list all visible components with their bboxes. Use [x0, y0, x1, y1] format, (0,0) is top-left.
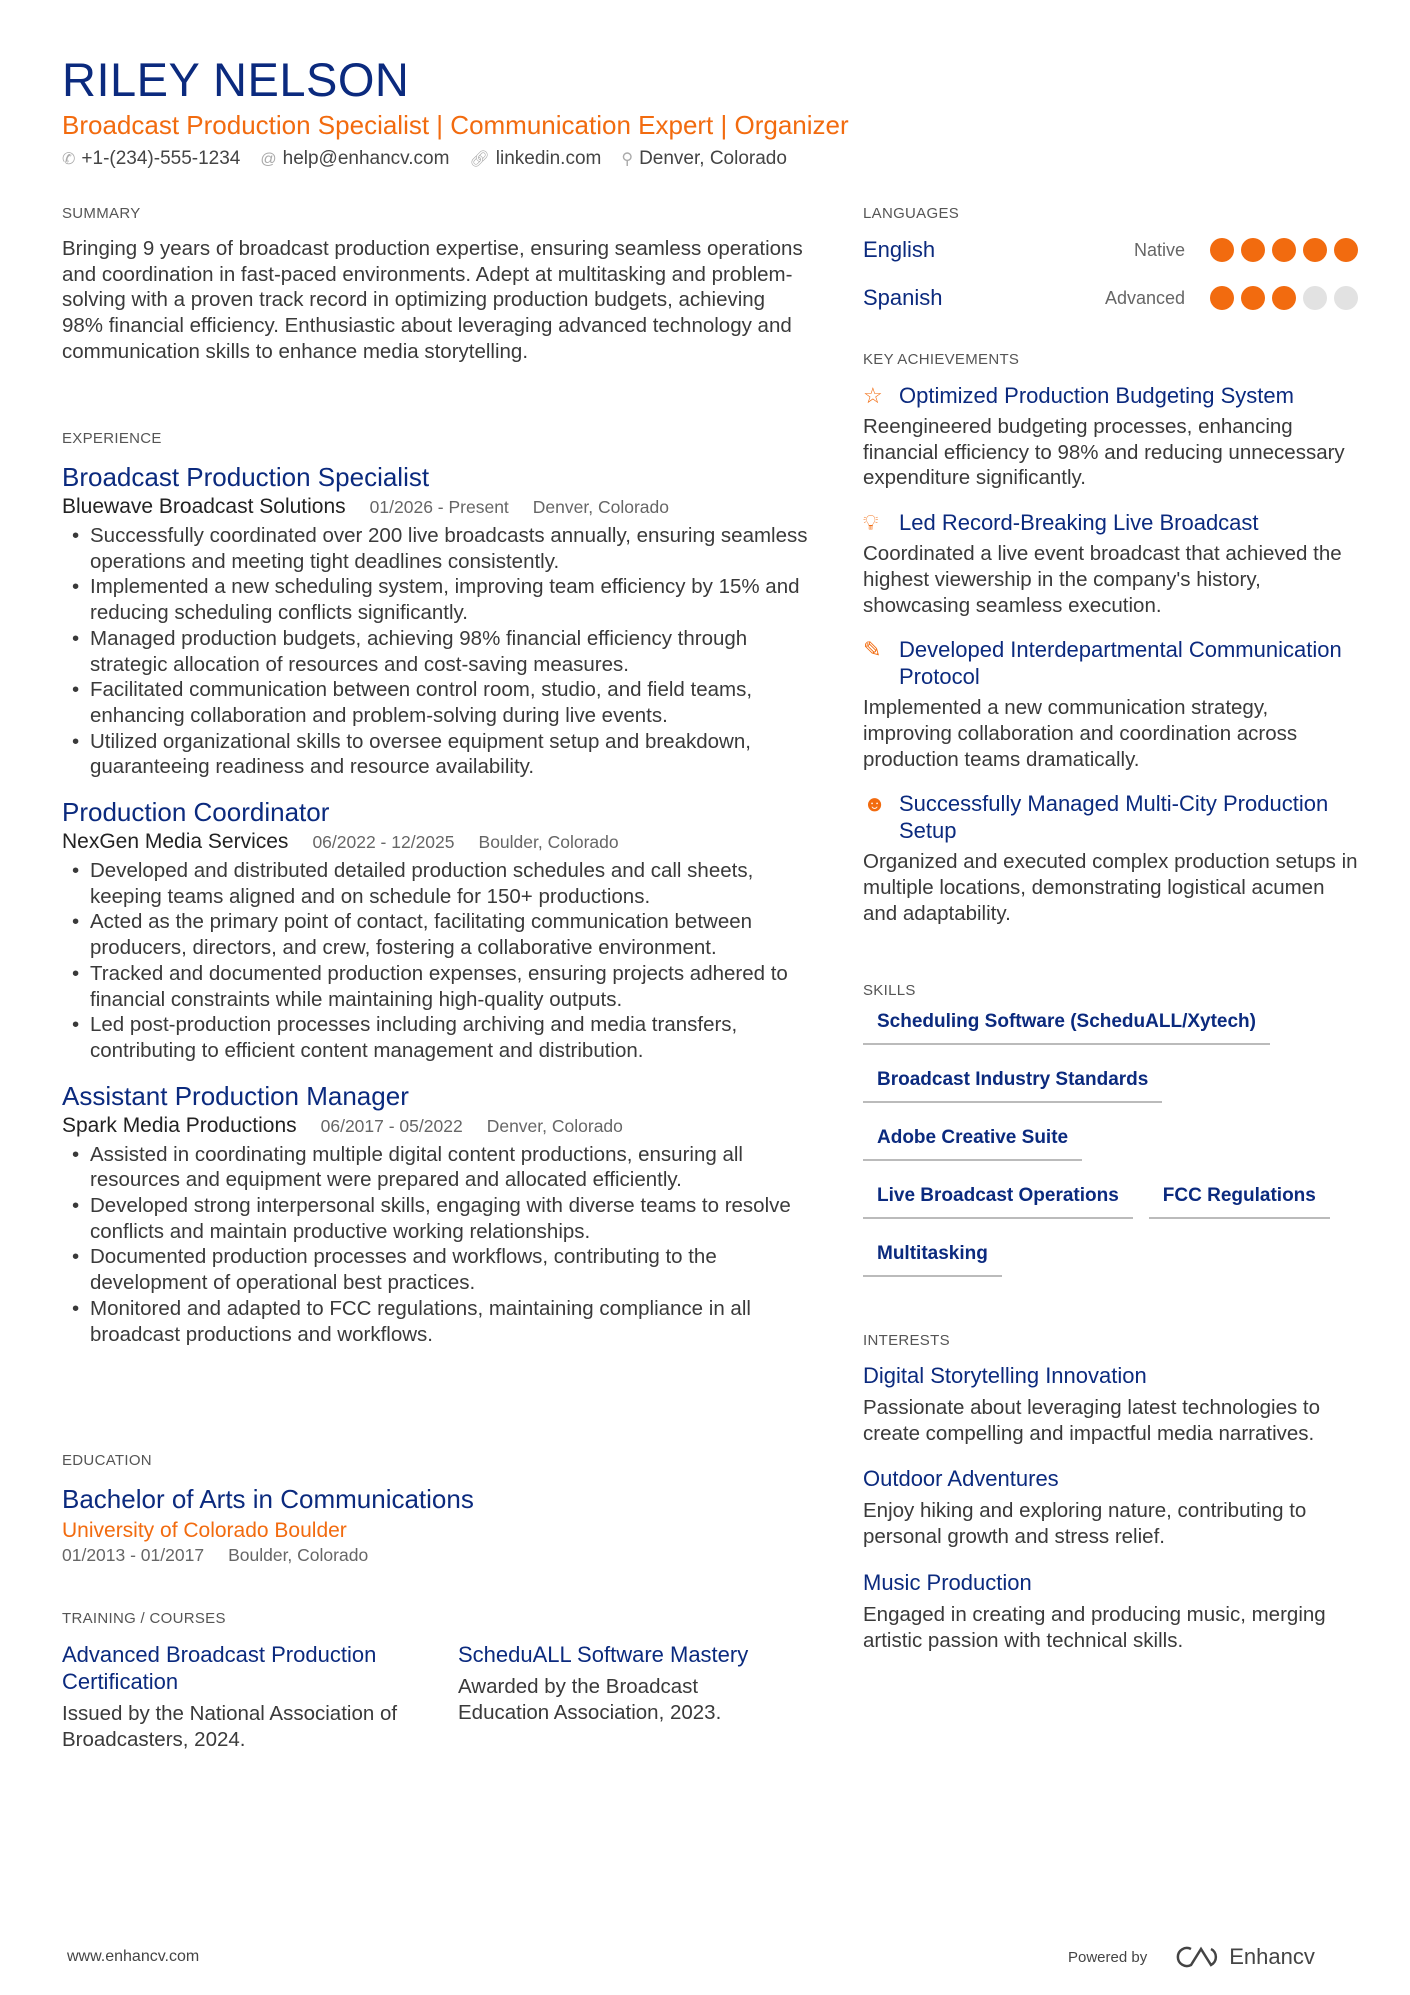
bullet: • Acted as the primary point of contact, facilitating communication between producers, directors, and crew, fostering a collaborative environment. — [62, 909, 810, 960]
rating-dot — [1334, 286, 1358, 310]
job-dates: 01/2026 - Present — [369, 497, 509, 517]
rating-dot — [1210, 238, 1234, 262]
job-bullets — [62, 1142, 810, 1348]
rating-dot — [1210, 286, 1234, 310]
job-dates: 06/2022 - 12/2025 — [312, 832, 455, 853]
language-level: Native — [1133, 239, 1185, 260]
section-label: EDUCATION — [62, 1452, 152, 1469]
bullet: • Implemented a new scheduling system, improving team efficiency by 15% and reducing scheduling conflicts significantly. — [62, 574, 810, 625]
section-label: SUMMARY — [62, 205, 141, 222]
skill-tag: Broadcast Industry Standards — [863, 1063, 1162, 1103]
job-location: Denver, Colorado — [532, 497, 669, 517]
location-icon: ⚲ — [621, 151, 634, 168]
bullet: • Developed and distributed detailed production schedules and call sheets, keeping teams aligned and on schedule for 150+ productions. — [62, 858, 810, 909]
bullet: • Assisted in coordinating multiple digital content productions, ensuring all resources and equipment were prepared and allocated efficiently. — [62, 1142, 810, 1193]
bullet: • Monitored and adapted to FCC regulations, maintaining compliance in all broadcast productions and workflows. — [62, 1296, 810, 1347]
section-label: EXPERIENCE — [62, 430, 162, 447]
training-item — [62, 1641, 412, 1752]
rating-dot — [1334, 238, 1358, 262]
achievement-title: Developed Interdepartmental Communication Protocol — [899, 637, 1342, 690]
achievement — [863, 509, 1358, 618]
section-label: LANGUAGES — [863, 205, 960, 222]
interest — [863, 1466, 1358, 1549]
achievement — [863, 382, 1358, 491]
edu-dates: 01/2013 - 01/2017 — [62, 1545, 205, 1565]
linkedin[interactable]: linkedin.com — [495, 148, 602, 169]
bullet: • Documented production processes and workflows, contributing to the development of operational best practices. — [62, 1244, 810, 1295]
achievement — [863, 790, 1358, 926]
rating-dot — [1303, 286, 1327, 310]
job-dates: 06/2017 - 05/2022 — [320, 1115, 463, 1136]
enhancv-brand: Enhancv — [1229, 1944, 1315, 1969]
rating-dot — [1241, 238, 1265, 262]
job-meta — [62, 1114, 810, 1138]
job-bullets — [62, 523, 810, 780]
achievement-desc: Coordinated a live event broadcast that achieved the highest viewership in the company's history, showcasing seamless execution. — [863, 542, 1342, 617]
star-icon: ☆ — [863, 383, 883, 408]
training-title: ScheduALL Software Mastery — [458, 1642, 749, 1667]
candidate-name: RILEY NELSON — [62, 53, 410, 106]
job-location: Denver, Colorado — [486, 1115, 623, 1136]
bullet: • Managed production budgets, achieving 98% financial efficiency through strategic allocation of resources and cost-saving measures. — [62, 626, 810, 677]
job-entry — [62, 1080, 810, 1348]
education-section — [62, 1452, 810, 1566]
company: Spark Media Productions — [62, 1113, 297, 1137]
head-idea-icon: ☻ — [863, 791, 887, 817]
at-icon: @ — [260, 151, 277, 168]
section-label: KEY ACHIEVEMENTS — [863, 351, 1020, 368]
job-bullets — [62, 858, 810, 1064]
magic-wand-icon: ✎ — [863, 637, 882, 663]
school: University of Colorado Boulder — [62, 1519, 347, 1542]
language-name: Spanish — [863, 285, 943, 310]
skill-tag: Multitasking — [863, 1237, 1002, 1277]
achievement-header — [863, 790, 1358, 844]
job-meta — [62, 495, 810, 519]
bullet: • Tracked and documented production expenses, ensuring projects adhered to financial constraints while maintaining high-quality outputs. — [62, 961, 810, 1012]
training-title: Advanced Broadcast Production Certification — [62, 1642, 377, 1694]
summary-text: Bringing 9 years of broadcast production expertise, ensuring seamless operations and coordination in fast-paced environments. Adept at multitasking and problem-solving with a proven track record in optimizing production budgets, achieving 98% financial efficiency. Enthusiastic about leveraging advanced technology and communication skills to enhance media storytelling. — [62, 237, 803, 363]
footer-url[interactable]: www.enhancv.com — [67, 1948, 200, 1965]
link-icon: 🔗︎ — [469, 151, 490, 168]
skills-section — [863, 982, 1358, 1295]
achievement-header — [863, 509, 1358, 536]
interest-title: Digital Storytelling Innovation — [863, 1363, 1147, 1388]
contact-info — [62, 148, 787, 170]
language-row — [863, 226, 1358, 274]
interests-section — [863, 1332, 1358, 1673]
achievement-title: Optimized Production Budgeting System — [899, 383, 1294, 408]
location: Denver, Colorado — [639, 148, 787, 169]
training-item — [458, 1641, 788, 1752]
interest-desc: Enjoy hiking and exploring nature, contributing to personal growth and stress relief. — [863, 1499, 1307, 1549]
interest — [863, 1570, 1358, 1653]
enhancv-logo-icon — [1173, 1945, 1219, 1969]
skill-tag: Live Broadcast Operations — [863, 1179, 1133, 1219]
job-title: Production Coordinator — [62, 797, 330, 828]
achievement-title: Led Record-Breaking Live Broadcast — [899, 510, 1259, 536]
edu-location: Boulder, Colorado — [228, 1545, 369, 1565]
rating-dot — [1272, 286, 1296, 310]
section-label: TRAINING / COURSES — [62, 1610, 226, 1627]
job-title: Assistant Production Manager — [62, 1080, 409, 1111]
section-label: SKILLS — [863, 982, 916, 999]
interest-desc: Passionate about leveraging latest technologies to create compelling and impactful media narratives. — [863, 1396, 1321, 1445]
bullet: • Led post-production processes including archiving and media transfers, contributing to efficient content management and distribution. — [62, 1012, 810, 1063]
headline: Broadcast Production Specialist | Communication Expert | Organizer — [62, 110, 849, 140]
language-name: English — [863, 237, 936, 262]
achievement-header — [863, 382, 1358, 409]
phone: +1-(234)-555-1234 — [81, 148, 241, 169]
rating-dot — [1303, 238, 1327, 262]
section-label: INTERESTS — [863, 1332, 950, 1349]
degree: Bachelor of Arts in Communications — [62, 1484, 474, 1514]
powered-by — [1068, 1944, 1315, 1970]
bullet: • Successfully coordinated over 200 live broadcasts annually, ensuring seamless operations and meeting tight deadlines consistently. — [62, 523, 810, 574]
bullet: • Facilitated communication between control room, studio, and field teams, enhancing collaboration and problem-solving during live events. — [62, 677, 810, 728]
interest — [863, 1363, 1358, 1446]
job-entry — [62, 796, 810, 1064]
rating-dot — [1272, 238, 1296, 262]
training-desc: Issued by the National Association of Broadcasters, 2024. — [62, 1702, 398, 1751]
skill-tag: Adobe Creative Suite — [863, 1121, 1082, 1161]
training-section — [62, 1610, 810, 1752]
lightbulb-icon: 💡︎ — [863, 510, 879, 536]
training-desc: Awarded by the Broadcast Education Association, 2023. — [458, 1675, 722, 1724]
interest-title: Outdoor Adventures — [863, 1466, 1059, 1492]
languages-section — [863, 205, 1358, 322]
achievement-title: Successfully Managed Multi-City Production Setup — [899, 791, 1329, 844]
interest-title: Music Production — [863, 1569, 1032, 1595]
company: NexGen Media Services — [62, 830, 289, 854]
summary-section — [62, 205, 810, 365]
bullet: • Developed strong interpersonal skills, engaging with diverse teams to resolve conflicts and maintain productive working relationships. — [62, 1193, 810, 1244]
job-location: Boulder, Colorado — [478, 832, 619, 853]
achievements-section — [863, 351, 1358, 944]
job-entry — [62, 461, 810, 780]
company: Bluewave Broadcast Solutions — [62, 495, 346, 518]
interest-desc: Engaged in creating and producing music, merging artistic passion with technical skills. — [863, 1602, 1326, 1652]
language-row — [863, 274, 1358, 322]
bullet: • Utilized organizational skills to oversee equipment setup and breakdown, guaranteeing readiness and resource availability. — [62, 729, 810, 780]
language-level: Advanced — [1104, 287, 1185, 308]
achievement-header — [863, 636, 1358, 690]
skill-tag: FCC Regulations — [1149, 1179, 1330, 1219]
job-meta — [62, 830, 810, 854]
email[interactable]: help@enhancv.com — [282, 148, 450, 169]
achievement-desc: Implemented a new communication strategy, improving collaboration and coordination across production teams dramatically. — [863, 696, 1298, 771]
enhancv-logo — [1173, 1944, 1315, 1970]
job-title: Broadcast Production Specialist — [62, 462, 430, 492]
achievement-desc: Organized and executed complex production setups in multiple locations, demonstrating logistical acumen and adaptability. — [863, 850, 1358, 925]
achievement — [863, 636, 1358, 772]
rating-dot — [1241, 286, 1265, 310]
powered-by-label: Powered by — [1068, 1948, 1148, 1966]
experience-section — [62, 430, 810, 1363]
phone-icon: ✆ — [62, 151, 76, 168]
achievement-desc: Reengineered budgeting processes, enhancing financial efficiency to 98% and reducing unnecessary expenditure significantly. — [863, 415, 1345, 490]
skill-tag: Scheduling Software (ScheduALL/Xytech) — [863, 1005, 1270, 1045]
